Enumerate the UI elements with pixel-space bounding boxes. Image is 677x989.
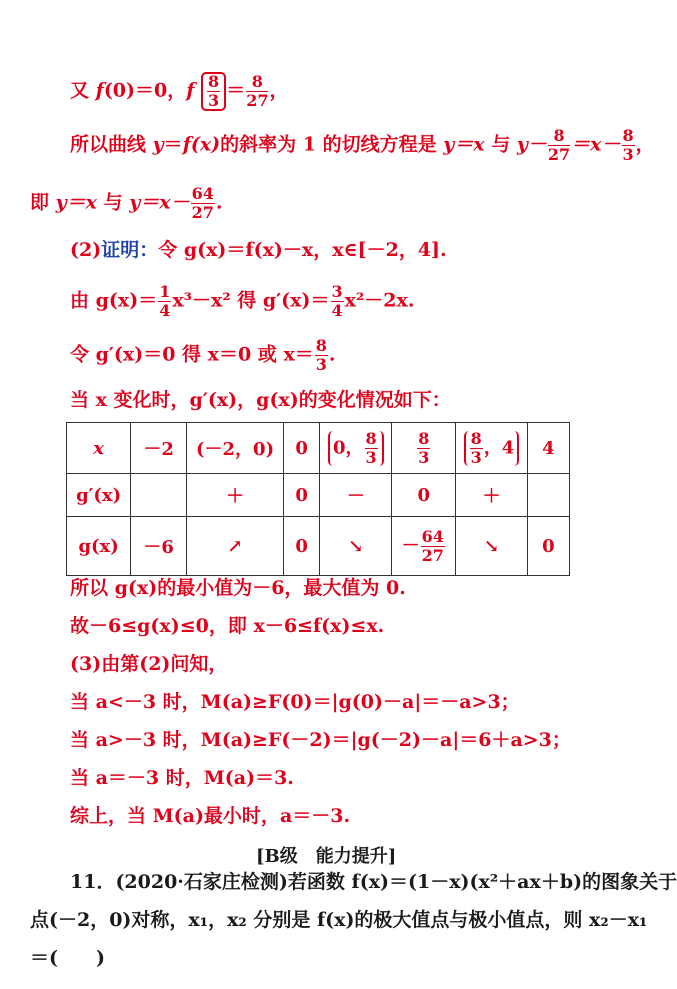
table-row: x －2 (－2，0) 0 0， $\frac{8}{3}$ $\frac{8}{3}$ $\frac{8}{3}$ ，4 4 bbox=[67, 423, 570, 474]
line-part3: (3)由第(2)问知， bbox=[70, 653, 228, 675]
line-conclusion: 综上，当 M(a)最小时，a＝－3. bbox=[70, 805, 351, 827]
paren-8-3: $\frac{8}{3}$ bbox=[201, 72, 226, 111]
table-row: g′(x) ＋ 0 － 0 ＋ bbox=[67, 474, 570, 517]
table-row: g(x) －6 ↗ 0 ↘ － $\frac{64}{27}$ ↘ 0 bbox=[67, 517, 570, 576]
decreasing-arrow-icon: ↘ bbox=[320, 517, 392, 576]
question-11-line1: 11．(2020·石家庄检测)若函数 f(x)＝(1－x)(x²＋ax＋b)的图象关于 bbox=[70, 871, 677, 893]
line-proof: (2)证明：令 g(x)＝f(x)－x，x∈[－2，4]. bbox=[70, 239, 447, 261]
line-min-max: 所以 g(x)的最小值为－6，最大值为 0. bbox=[70, 577, 406, 599]
decreasing-arrow-icon: ↘ bbox=[456, 517, 528, 576]
proof-label: 证明： bbox=[101, 239, 159, 261]
section-heading: [B级 能力提升] bbox=[256, 846, 397, 867]
question-11-line3: ＝( ) bbox=[30, 947, 105, 969]
line-f0: 又 f(0)＝0，f $\frac{8}{3}$ ＝ $\frac{8}{27}$ ， bbox=[70, 72, 289, 110]
line-table-intro: 当 x 变化时，g′(x)，g(x)的变化情况如下： bbox=[70, 389, 451, 411]
line-case2: 当 a>－3 时，M(a)≥F(－2)＝|g(－2)－a|＝6＋a>3； bbox=[70, 729, 571, 751]
line-roots: 令 g′(x)＝0 得 x＝0 或 x＝ $\frac{8}{3}$ . bbox=[70, 336, 336, 374]
line-inequality: 故－6≤g(x)≤0，即 x－6≤f(x)≤x. bbox=[70, 615, 385, 637]
line-case3: 当 a＝－3 时，M(a)＝3. bbox=[70, 767, 294, 789]
line-ie: 即 y＝x 与 y＝x－ $\frac{64}{27}$ . bbox=[30, 184, 223, 222]
increasing-arrow-icon: ↗ bbox=[187, 517, 284, 576]
line-tangent: 所以曲线 y＝f(x)的斜率为 1 的切线方程是 y＝x 与 y－ $\frac{8}{27}$ ＝x－ $\frac{8}{3}$ ， bbox=[70, 126, 655, 164]
line-case1: 当 a<－3 时，M(a)≥F(0)＝|g(0)－a|＝－a>3； bbox=[70, 691, 520, 713]
line-derivative: 由 g(x)＝ $\frac{1}{4}$ x³－x² 得 g′(x)＝ $\frac{3}{4}$ x²－2x. bbox=[70, 282, 415, 320]
question-11-line2: 点(－2，0)对称，x₁，x₂ 分别是 f(x)的极大值点与极小值点，则 x₂－x₁ bbox=[30, 909, 648, 931]
variation-table bbox=[66, 422, 570, 576]
